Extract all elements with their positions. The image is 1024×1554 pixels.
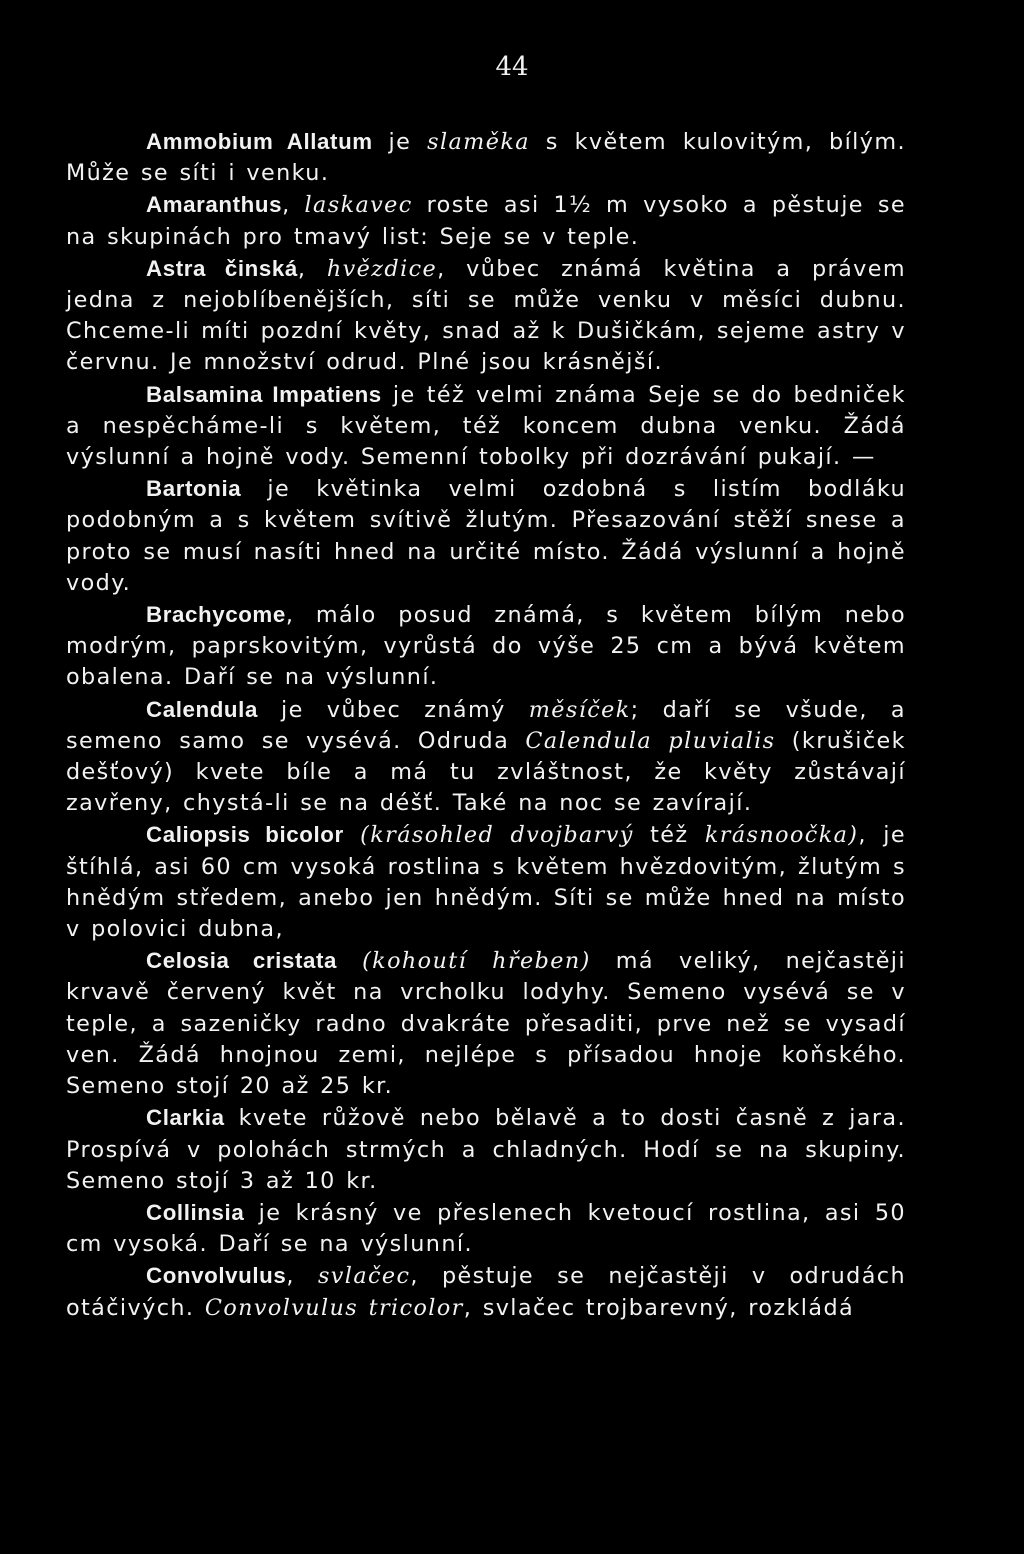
entry-paragraph [66,599,906,694]
entry-term: Bartonia [146,476,242,502]
entry-paragraph [66,379,906,474]
entry-text: , [282,192,305,219]
entry-text: kvete růžově nebo bělavě a to dosti časně z jara. Prospívá v polohách strmých a chladných. Hodí se na skupiny. Semeno stojí 3 až 10 kr. [66,1105,906,1194]
entry-paragraph [66,1197,906,1260]
entry-term: Collinsia [146,1199,245,1225]
entry-term: Calendula [146,696,258,722]
entry-paragraph [66,189,906,252]
entry-text: je květinka velmi ozdobná s listím bodláku podobným a s květem svítivě žlutým. Přesazování stěží snese a proto se musí nasíti hned na určité místo. Žádá výslunní a hojně vody. [66,476,906,596]
entry-text: , pěstuje se nejčastěji v odrudách otáčivých. [66,1263,906,1321]
entry-text: je krásný ve přeslenech kvetoucí rostlina, asi 50 cm vysoká. Daří se na výslunní. [66,1199,906,1258]
entry-italic: (kohoutí hřeben) [362,948,591,975]
entry-text [344,822,360,848]
entry-italic: krásnoočka) [704,822,859,849]
entry-paragraph [66,473,906,599]
entry-text: , [286,1263,318,1290]
entry-text: je [372,129,428,155]
entry-text: s květem kulovitým, bílým. Může se síti i venku. [66,129,906,187]
entry-term: Amaranthus [146,192,283,218]
page-number: 44 [495,52,529,82]
entry-paragraph [66,253,906,379]
entry-italic: slaměka [427,129,530,155]
entry-italic: (krásohled dvojbarvý [360,822,634,849]
entry-italic: laskavec [304,192,413,219]
entry-italic: Calendula pluvialis [525,727,776,754]
entry-text: má veliký, nejčastěji krvavě červený květ na vrcholku lodyhy. Semeno vysévá se v teple, a sazeničky radno dvakráte přesaditi, prve než se vysadí ven. Žádá hnojnou zemi, nejlépe s přísadou hnoje koňského. Semeno stojí 20 až 25 kr. [66,948,906,1100]
entry-paragraph [66,819,906,945]
entry-term: Ammobium Allatum [146,129,373,154]
entry-term: Balsamina Impatiens [146,381,382,407]
entry-term: Caliopsis bicolor [146,822,344,848]
entry-italic: Convolvulus tricolor [204,1294,464,1321]
entry-text: roste asi 1½ m vysoko a pěstuje se na skupinách pro tmavý list: Seje se v teple. [66,192,906,250]
entry-paragraph [66,1102,906,1197]
entry-text: , svlačec trojbarevný, rozkládá [463,1294,855,1321]
entry-term: Brachycome [146,602,286,628]
entry-italic: měsíček [528,696,631,723]
entry-text: je vůbec známý [257,696,529,723]
entry-text: , je štíhlá, asi 60 cm vysoká rostlina s květem hvězdovitým, žlutým s hnědým středem, anebo jen hnědým. Síti se může hned na místo v polovici dubna, [66,822,906,943]
entry-term: Astra činská [146,255,298,281]
entry-term: Clarkia [146,1105,225,1131]
entry-term: Celosia cristata [146,948,337,974]
entry-paragraph [66,945,906,1102]
entry-text: , vůbec známá květina a právem jedna z nejoblíbenějších, síti se může venku v měsíci dubnu. Chceme-li míti pozdní květy, snad až k Dušičkám, sejeme astry v červnu. Je množství odrud. Plné jsou krásnější. [66,255,906,376]
entry-text: též [633,822,705,849]
body-text [66,126,906,1324]
entry-text [337,948,362,974]
entry-text: , málo posud známá, s květem bílým nebo modrým, paprskovitým, vyrůstá do výše 25 cm a bývá květem obalena. Daří se na výslunní. [66,602,906,691]
entry-text: , [297,255,327,282]
entry-text: je též velmi známa Seje se do bedniček a nespěcháme-li s květem, též koncem dubna venku. Žádá výslunní a hojně vody. Semenní tobolky při dozrávání pukají. — [66,381,906,471]
entry-term: Convolvulus [146,1263,287,1289]
entry-paragraph [66,1260,906,1323]
entry-italic: hvězdice [326,255,438,282]
entry-italic: svlačec [317,1263,411,1290]
entry-paragraph [66,126,906,189]
entry-text: (krušiček dešťový) kvete bíle a má tu zvláštnost, že květy zůstávají zavřeny, chystá-li se na déšť. Také na noc se zavírají. [66,727,906,817]
entry-text: ; daří se všude, a semeno samo se vysévá. Odruda [66,696,906,754]
entry-paragraph [66,694,906,820]
